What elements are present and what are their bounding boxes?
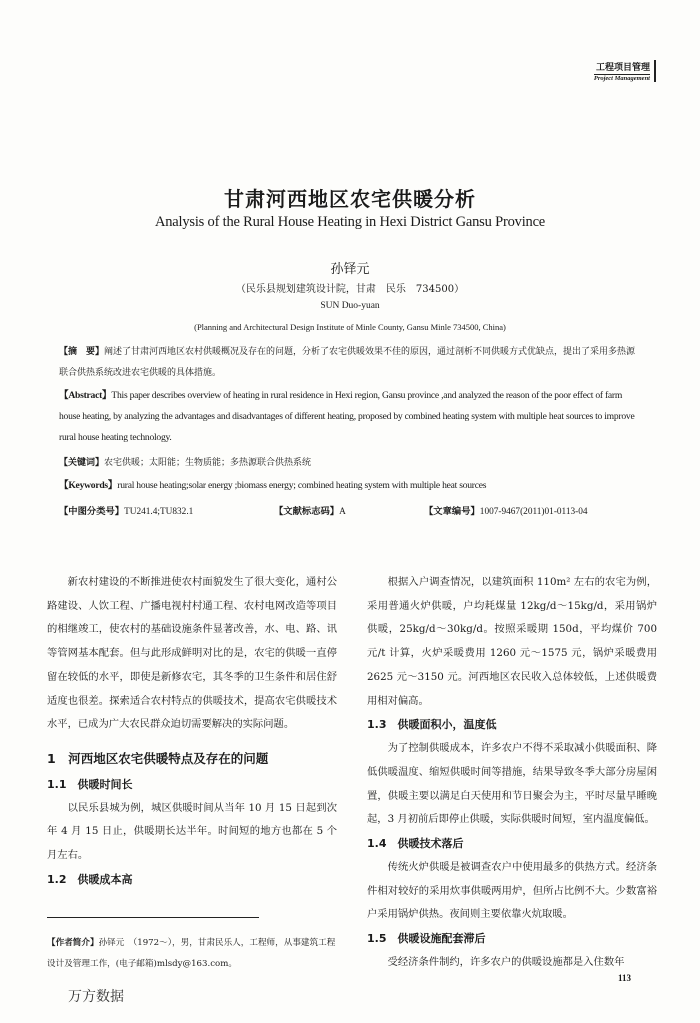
keywords-en-text: rural house heating;solar energy ;biomass energy; combined heating system with multiple heat sources [117, 480, 487, 491]
clc-number: 【中图分类号】TU241.4;TU832.1 [59, 507, 194, 517]
left-column [47, 571, 337, 892]
intro-paragraph: 新农村建设的不断推进使农村面貌发生了很大变化，通村公路建设、人饮工程、广播电视村村通工程、农村电网改造等项目的相继竣工，使农村的基础设施条件显著改善，水、电、路、讯等管网基本配套。但与此形成鲜明对比的是，农宅的供暖一直停留在较低的水平，即使是新修农宅，其冬季的卫生条件和居住舒适度也很差。探索适合农村特点的供暖技术，提高农宅供暖技术水平，已成为广大农民群众迫切需要解决的实际问题。 [47, 576, 337, 731]
author-footnote [47, 933, 342, 975]
affiliation-cn: （民乐县规划建筑设计院，甘肃 民乐 734500） [235, 284, 465, 295]
abstract-en-text: This paper describes overview of heating in rural residence in Hexi region, Gansu province ,and analyzed the reason of the poor effect of farm house heating, by analyzing the advantages and disadvantages of different heating, proposed by combined heating system with multiple heat sources to improve rural house heating technology. [59, 390, 635, 443]
section-1-2-heading: 1.2 供暖成本高 [47, 872, 133, 886]
section-1-1-heading: 1.1 供暖时间长 [47, 777, 133, 791]
affiliation-en: (Planning and Architectural Design Institute of Minle County, Gansu Minle 734500, China) [194, 322, 506, 332]
journal-name-cn: 工程项目管理 [594, 60, 650, 75]
keywords-cn [59, 453, 644, 474]
document-code: 【文献标志码】A [274, 507, 346, 517]
abstract-en [59, 385, 644, 448]
keywords-en [59, 475, 644, 496]
abstract-cn [59, 342, 644, 384]
section-1-3-text: 为了控制供暖成本，许多农户不得不采取减小供暖面积、降低供暖温度、缩短供暖时间等措施，结果导致冬季大部分房屋闲置，供暖主要以满足白天使用和节日聚会为主，平时尽量早睡晚起，3 月初前后即停止供暖，实际供暖时间短，室内温度偏低。 [367, 742, 657, 826]
section-1-heading: 1 河西地区农宅供暖特点及存在的问题 [47, 750, 269, 766]
footnote-label: 【作者简介】 [47, 938, 99, 948]
watermark: 万方数据 [68, 989, 124, 1005]
footnote-text: 孙铎元 （1972～），男，甘肃民乐人，工程师，从事建筑工程设计及管理工作，(电子邮箱)mlsdy@163.com。 [47, 938, 336, 969]
article-title-cn: 甘肃河西地区农宅供暖分析 [224, 187, 476, 211]
footnote-divider [47, 917, 259, 918]
abstract-cn-label: 【摘 要】 [59, 347, 105, 357]
section-1-5-text: 受经济条件制约，许多农户的供暖设施都是入住数年 [387, 956, 625, 969]
section-1-5-heading: 1.5 供暖设施配套滞后 [367, 932, 486, 946]
article-number: 【文章编号】1007-9467(2011)01-0113-04 [424, 507, 588, 517]
section-1-4-text: 传统火炉供暖是被调查农户中使用最多的供热方式。经济条件相对较好的采用炊事供暖两用炉，但所占比例不大。少数富裕户采用锅炉供热。夜间则主要依靠火炕取暖。 [367, 861, 657, 921]
section-1-2-text: 根据入户调查情况，以建筑面积 110m² 左右的农宅为例，采用普通火炉供暖，户均耗煤量 12kg/d～15kg/d，采用锅炉供暖，25kg/d～30kg/d。按照采暖期 150d，平均煤价 700 元/t 计算，火炉采暖费用 1260 元～1575 元，锅炉采暖费用 2625 元～3150 元。河西地区农民收入总体较低，上述供暖费用相对偏高。 [367, 576, 657, 707]
section-1-3-heading: 1.3 供暖面积小，温度低 [367, 718, 497, 732]
page-number: 113 [617, 973, 631, 983]
right-column [367, 571, 657, 975]
journal-name-en: Project Management [593, 75, 650, 82]
section-1-4-heading: 1.4 供暖技术落后 [367, 837, 464, 851]
author-name-en: SUN Duo-yuan [320, 301, 380, 311]
abstract-cn-text: 阐述了甘肃河西地区农村供暖概况及存在的问题，分析了农宅供暖效果不佳的原因，通过剖析不同供暖方式优缺点，提出了采用多热源联合供热系统改进农宅供暖的具体措施。 [59, 347, 636, 378]
journal-header [594, 60, 656, 82]
abstract-en-label: 【Abstract】 [59, 390, 112, 401]
author-name-cn: 孙铎元 [330, 262, 370, 277]
keywords-en-label: 【Keywords】 [59, 480, 118, 491]
keywords-cn-text: 农宅供暖；太阳能；生物质能；多热源联合供热系统 [104, 458, 312, 468]
section-1-1-text: 以民乐县城为例，城区供暖时间从当年 10 月 15 日起到次年 4 月 15 日止，供暖期长达半年。时间短的地方也都在 5 个月左右。 [47, 801, 337, 862]
keywords-cn-label: 【关键词】 [59, 458, 105, 468]
article-title-en: Analysis of the Rural House Heating in Hexi District Gansu Province [154, 214, 546, 230]
